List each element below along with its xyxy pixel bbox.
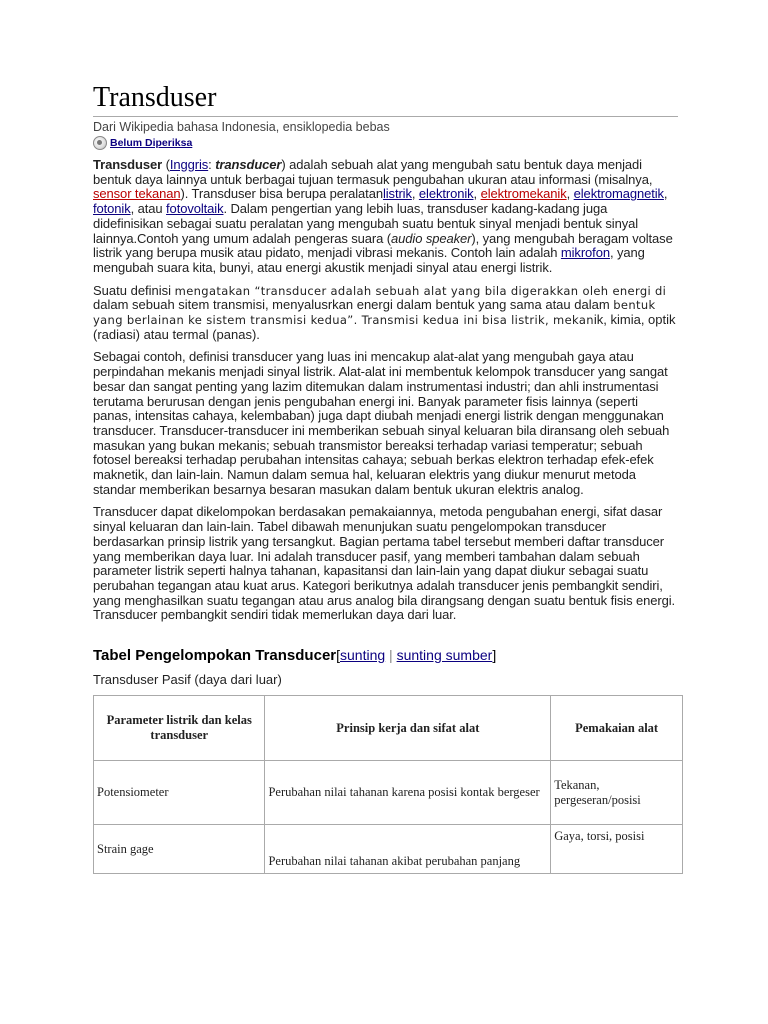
column-header: Parameter listrik dan kelas transduser xyxy=(94,696,265,761)
text-run: . Dalam pengertian yang lebih luas, transduser kadang-kadang juga didefinisikan sebagai suatu peralatan yang mengubah suatu bentuk sinyal menjadi bentuk sinyal lainnya.Contoh yang umum adalah pengeras suara ( xyxy=(93,201,639,246)
edit-bracket-open: [ xyxy=(336,647,341,664)
column-header: Pemakaian alat xyxy=(551,696,683,761)
review-status-icon xyxy=(93,136,107,150)
paragraph-example: Sebagai contoh, definisi transducer yang luas ini mencakup alat-alat yang mengubah gaya atau perpindahan mekanis menjadi sinyal listrik. Alat-alat ini membentuk kelompok transducer yang sangat besar dan sangat penting yang lazim ditemukan dalam instrumentasi industri; dan ahli instrumentasi terutama berurusan dengan jenis pengubahan energi ini. Banyak parameter fisis lainnya (seperti panas, intensitas cahaya, kelembaban) juga dapt diubah menjadi energi listrik dengan menggunakan transducer. Transducer-transducer ini memberikan sebuah sinyal keluaran bila diransang oleh sebuah masukan yang bukan mekanis; sebuah transmistor bereaksi terhadap variasi temperatur; sebuah fotosel bereaksi terhadap perubahan intensitas cahaya; sebuah berkas elektron terhadap efek-efek maknetik, dan lain-lain. Namun dalam semua hal, keluaran elektris yang diukur menurut metoda standar memberikan besarnya besaran masukan dalam bentuk ukuran elektris analog. xyxy=(93,349,670,497)
table-caption: Transduser Pasif (daya dari luar) xyxy=(93,672,282,688)
table-cell: Strain gage xyxy=(94,825,265,874)
link-inggris[interactable]: Inggris xyxy=(169,157,209,172)
table-cell: Gaya, torsi, posisi xyxy=(551,825,683,874)
term-audio-speaker: audio speaker xyxy=(391,230,472,246)
link-elektromekanik[interactable]: elektromekanik xyxy=(480,186,567,202)
text-run: , yang mengubah suara kita, bunyi, atau energi akustik menjadi sinyal atau energi listrik. xyxy=(93,245,645,275)
text-run: ( xyxy=(162,157,170,172)
text-run: , xyxy=(473,186,481,202)
term-bold: Transduser xyxy=(93,157,163,172)
text-run: bentuk yang berlainan ke sistem transmisi kedua”. Transmisi kedua ini bisa listrik, mekan xyxy=(93,298,656,328)
link-mikrofon[interactable]: mikrofon xyxy=(560,245,610,261)
section-heading xyxy=(93,647,678,664)
text-run: , xyxy=(663,186,668,202)
edit-link[interactable]: sunting xyxy=(340,647,386,664)
paragraph-intro xyxy=(93,158,678,276)
edit-separator: | xyxy=(385,647,397,664)
text-run: , xyxy=(411,186,419,202)
text-run: , xyxy=(566,186,574,202)
link-listrik[interactable]: listrik xyxy=(382,186,412,202)
table-cell: Perubahan nilai tahanan akibat perubahan panjang xyxy=(265,825,551,874)
review-status-link[interactable]: Belum Diperiksa xyxy=(110,137,193,149)
table-row xyxy=(94,825,683,874)
article xyxy=(93,82,678,874)
paragraph-classification: Transducer dapat dikelompokan berdasakan pemakaiannya, metoda pengubahan energi, sifat dasar sinyal keluaran dan lain-lain. Tabel dibawah menunjukan suatu pengelompokan transducer berdasarkan prinsip listrik yang tersangkut. Bagian pertama tabel tersebut memberi daftar transducer yang memberikan daya luar. Ini adalah transducer pasif, yang memberi tambahan dalam sebuah parameter listrik seperti halnya tahanan, kapasitansi dan lain-lain yang dapat diukur sebagai suatu perubahan tegangan atau kuat arus. Kategori berikutnya adalah transducer jenis pembangkit sendiri, yang menghasilkan suatu tegangan atau arus analog bila dirangsang dengan suatu bentuk fisis energi. Transducer pembangkit sendiri tidak memerlukan daya dari luar. xyxy=(93,504,676,623)
column-header: Prinsip kerja dan sifat alat xyxy=(265,696,551,761)
link-elektronik[interactable]: elektronik xyxy=(418,186,474,202)
site-tagline: Dari Wikipedia bahasa Indonesia, ensiklopedia bebas xyxy=(93,120,390,134)
section-heading-text: Tabel Pengelompokan Transducer xyxy=(93,647,337,665)
edit-bracket-close: ] xyxy=(492,647,497,664)
text-run: ), yang mengubah beragam voltase listrik yang berupa musik atau pidato, menjadi vibrasi mekanis. Contoh lain adalah xyxy=(93,230,673,261)
text-run: dalam sebuah sitem transmisi, menyalusrkan energi dalam bentuk yang sama atau dalam xyxy=(93,297,614,313)
edit-source-link[interactable]: sunting sumber xyxy=(396,647,493,664)
link-fotovoltaik[interactable]: fotovoltaik xyxy=(166,201,224,217)
table-cell: Potensiometer xyxy=(94,761,265,825)
link-fotonik[interactable]: fotonik xyxy=(93,201,131,217)
text-run: mengatakan “transducer adalah sebuah alat yang bila digerakkan oleh energi di xyxy=(174,283,667,298)
review-status xyxy=(93,136,678,150)
table-row xyxy=(94,761,683,825)
page-title: Transduser xyxy=(93,82,678,117)
text-run: : xyxy=(208,157,216,172)
text-run: ik, kimia, optik (radiasi) atau termal (panas). xyxy=(93,312,676,342)
term-english: transducer xyxy=(215,157,282,172)
text-run: ). Transduser bisa berupa peralatan xyxy=(180,186,383,202)
link-sensor-tekanan[interactable]: sensor tekanan xyxy=(93,186,181,202)
transducer-table xyxy=(93,695,683,874)
section-edit-links xyxy=(336,647,496,663)
text-run: ) adalah sebuah alat yang mengubah satu bentuk daya menjadi bentuk daya lainnya untuk berbagai tujuan termasuk pengubahan ukuran atau informasi (misalnya, xyxy=(93,157,653,187)
link-elektromagnetik[interactable]: elektromagnetik xyxy=(573,186,664,202)
paragraph-definition xyxy=(93,284,678,343)
table-header-row xyxy=(94,696,683,761)
table-cell: Perubahan nilai tahanan karena posisi kontak bergeser xyxy=(265,761,551,825)
text-run: Suatu definisi xyxy=(93,282,175,298)
table-cell: Tekanan, pergeseran/posisi xyxy=(551,761,683,825)
text-run: , atau xyxy=(130,201,167,217)
